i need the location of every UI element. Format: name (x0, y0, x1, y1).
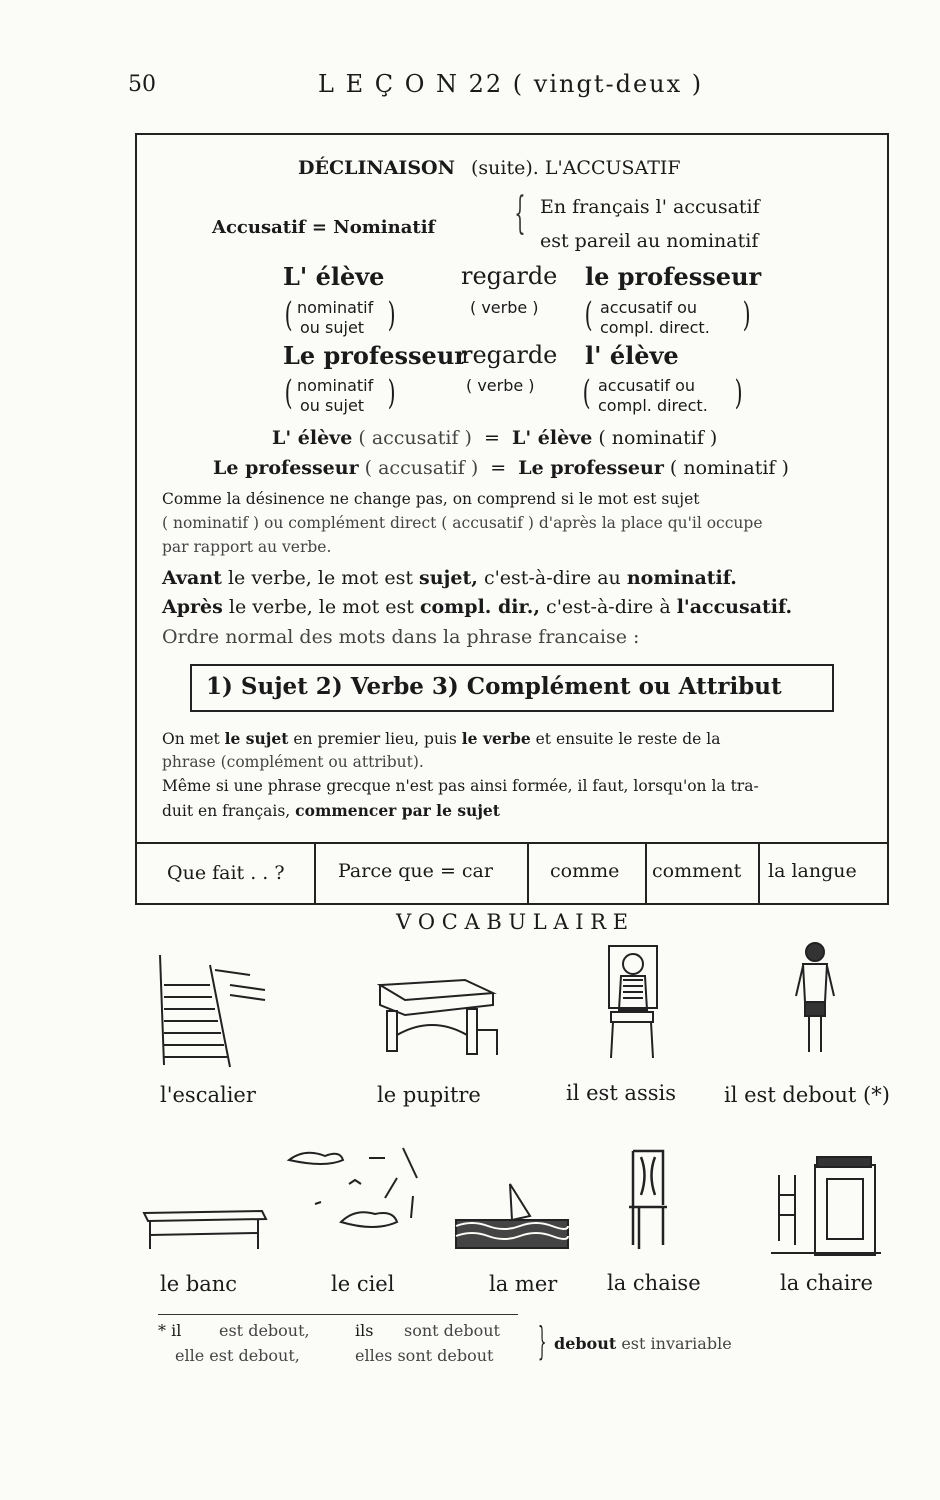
staircase-illustration (150, 945, 270, 1075)
footnote-sont-debout: sont debout (404, 1321, 500, 1340)
gloss2-verb: ( verbe ) (466, 376, 535, 395)
note-brace: { (514, 188, 526, 239)
cell-divider-3 (645, 842, 647, 905)
footnote-asterisk-il: * il (158, 1321, 182, 1340)
sitting-boy-illustration (595, 940, 675, 1065)
rule-apres: Après le verbe, le mot est compl. dir., c'est-à-dire à l'accusatif. (162, 596, 793, 618)
ex2-verb: regarde (461, 341, 558, 369)
ordre-normal: Ordre normal des mots dans la phrase francaise : (162, 626, 640, 648)
gloss1-nom-paren-open: ( (284, 295, 293, 335)
label-ciel: le ciel (331, 1272, 395, 1296)
label-mer: la mer (489, 1272, 558, 1296)
declinaison-title: DÉCLINAISON (suite). L'ACCUSATIF (298, 157, 681, 179)
equivalence-1: L' élève ( accusatif ) = L' élève ( nominatif ) (272, 427, 718, 449)
gloss2-nom-paren-open: ( (284, 373, 293, 413)
gloss2-acc-paren-open: ( (582, 373, 591, 413)
cell-la-langue: la langue (768, 860, 857, 882)
gloss2-acc-paren-close: ) (734, 373, 743, 413)
sky-illustration (285, 1138, 435, 1248)
gloss1-nom-line1: nominatif (297, 298, 374, 317)
ex1-object: le professeur (585, 262, 762, 291)
equation-accusatif-nominatif: Accusatif = Nominatif (212, 217, 436, 238)
footnote-note: debout est invariable (554, 1334, 732, 1353)
ex2-subject: Le professeur (283, 341, 467, 370)
footnote-elle-est: elle est debout, (175, 1346, 300, 1365)
cell-divider-2 (527, 842, 529, 905)
gloss2-acc-line2: compl. direct. (598, 396, 708, 415)
para2-line2: phrase (complément ou attribut). (162, 753, 424, 771)
para2-line3: Même si une phrase grecque n'est pas ainsi formée, il faut, lorsqu'on la tra- (162, 777, 759, 795)
para2-line1: On met le sujet en premier lieu, puis le verbe et ensuite le reste de la (162, 729, 721, 748)
note-line2: est pareil au nominatif (540, 230, 759, 252)
ex2-object: l' élève (585, 341, 679, 370)
sea-illustration (452, 1180, 572, 1255)
gloss1-nom-paren-close: ) (387, 295, 396, 335)
gloss1-acc-paren-close: ) (742, 295, 751, 335)
label-chaire: la chaire (780, 1271, 873, 1295)
label-chaise: la chaise (607, 1271, 701, 1295)
cell-comment: comment (652, 860, 742, 882)
gloss1-acc-line1: accusatif ou (600, 298, 698, 317)
cell-comme: comme (550, 860, 620, 882)
label-debout: il est debout (*) (724, 1083, 890, 1107)
ex1-verb: regarde (461, 262, 558, 290)
label-pupitre: le pupitre (377, 1083, 481, 1107)
page-number: 50 (128, 72, 156, 97)
gloss1-nom-line2: ou sujet (300, 318, 365, 337)
pulpit-illustration (765, 1155, 885, 1260)
cell-parce-que: Parce que = car (338, 860, 493, 882)
standing-boy-illustration (790, 940, 840, 1065)
bench-illustration (140, 1205, 270, 1255)
gloss1-acc-line2: compl. direct. (600, 318, 710, 337)
label-escalier: l'escalier (160, 1083, 256, 1107)
para1-line2: ( nominatif ) ou complément direct ( accusatif ) d'après la place qu'il occupe (162, 514, 763, 532)
label-banc: le banc (160, 1272, 238, 1296)
note-line1: En français l' accusatif (540, 196, 760, 218)
ex1-subject: L' élève (283, 262, 385, 291)
footnote-elles-sont: elles sont debout (355, 1346, 494, 1365)
desk-illustration (375, 975, 500, 1065)
chair-illustration (623, 1145, 673, 1255)
cell-que-fait: Que fait . . ? (167, 862, 285, 884)
equivalence-2: Le professeur ( accusatif ) = Le professeur ( nominatif ) (213, 457, 789, 479)
label-assis: il est assis (566, 1081, 676, 1105)
footnote-ils: ils (355, 1321, 374, 1340)
vocabulaire-title: V O C A B U L A I R E (396, 910, 629, 934)
footnote-rule (158, 1314, 518, 1315)
cell-divider-4 (758, 842, 760, 905)
word-order-rule: 1) Sujet 2) Verbe 3) Complément ou Attribut (206, 673, 782, 700)
box-divider (135, 842, 889, 844)
gloss2-nom-paren-close: ) (387, 373, 396, 413)
para1-line3: par rapport au verbe. (162, 538, 332, 556)
lesson-title: L E Ç O N 22 ( vingt-deux ) (318, 70, 704, 98)
footnote-il-est: est debout, (219, 1321, 310, 1340)
gloss2-nom-line1: nominatif (297, 376, 374, 395)
gloss2-nom-line2: ou sujet (300, 396, 365, 415)
cell-divider-1 (314, 842, 316, 905)
para2-line4: duit en français, commencer par le sujet (162, 801, 500, 820)
para1-line1: Comme la désinence ne change pas, on comprend si le mot est sujet (162, 490, 700, 508)
footnote-brace: } (537, 1319, 547, 1363)
gloss1-acc-paren-open: ( (584, 295, 593, 335)
gloss1-verb: ( verbe ) (470, 298, 539, 317)
gloss2-acc-line1: accusatif ou (598, 376, 696, 395)
rule-avant: Avant le verbe, le mot est sujet, c'est-à-dire au nominatif. (162, 567, 737, 589)
